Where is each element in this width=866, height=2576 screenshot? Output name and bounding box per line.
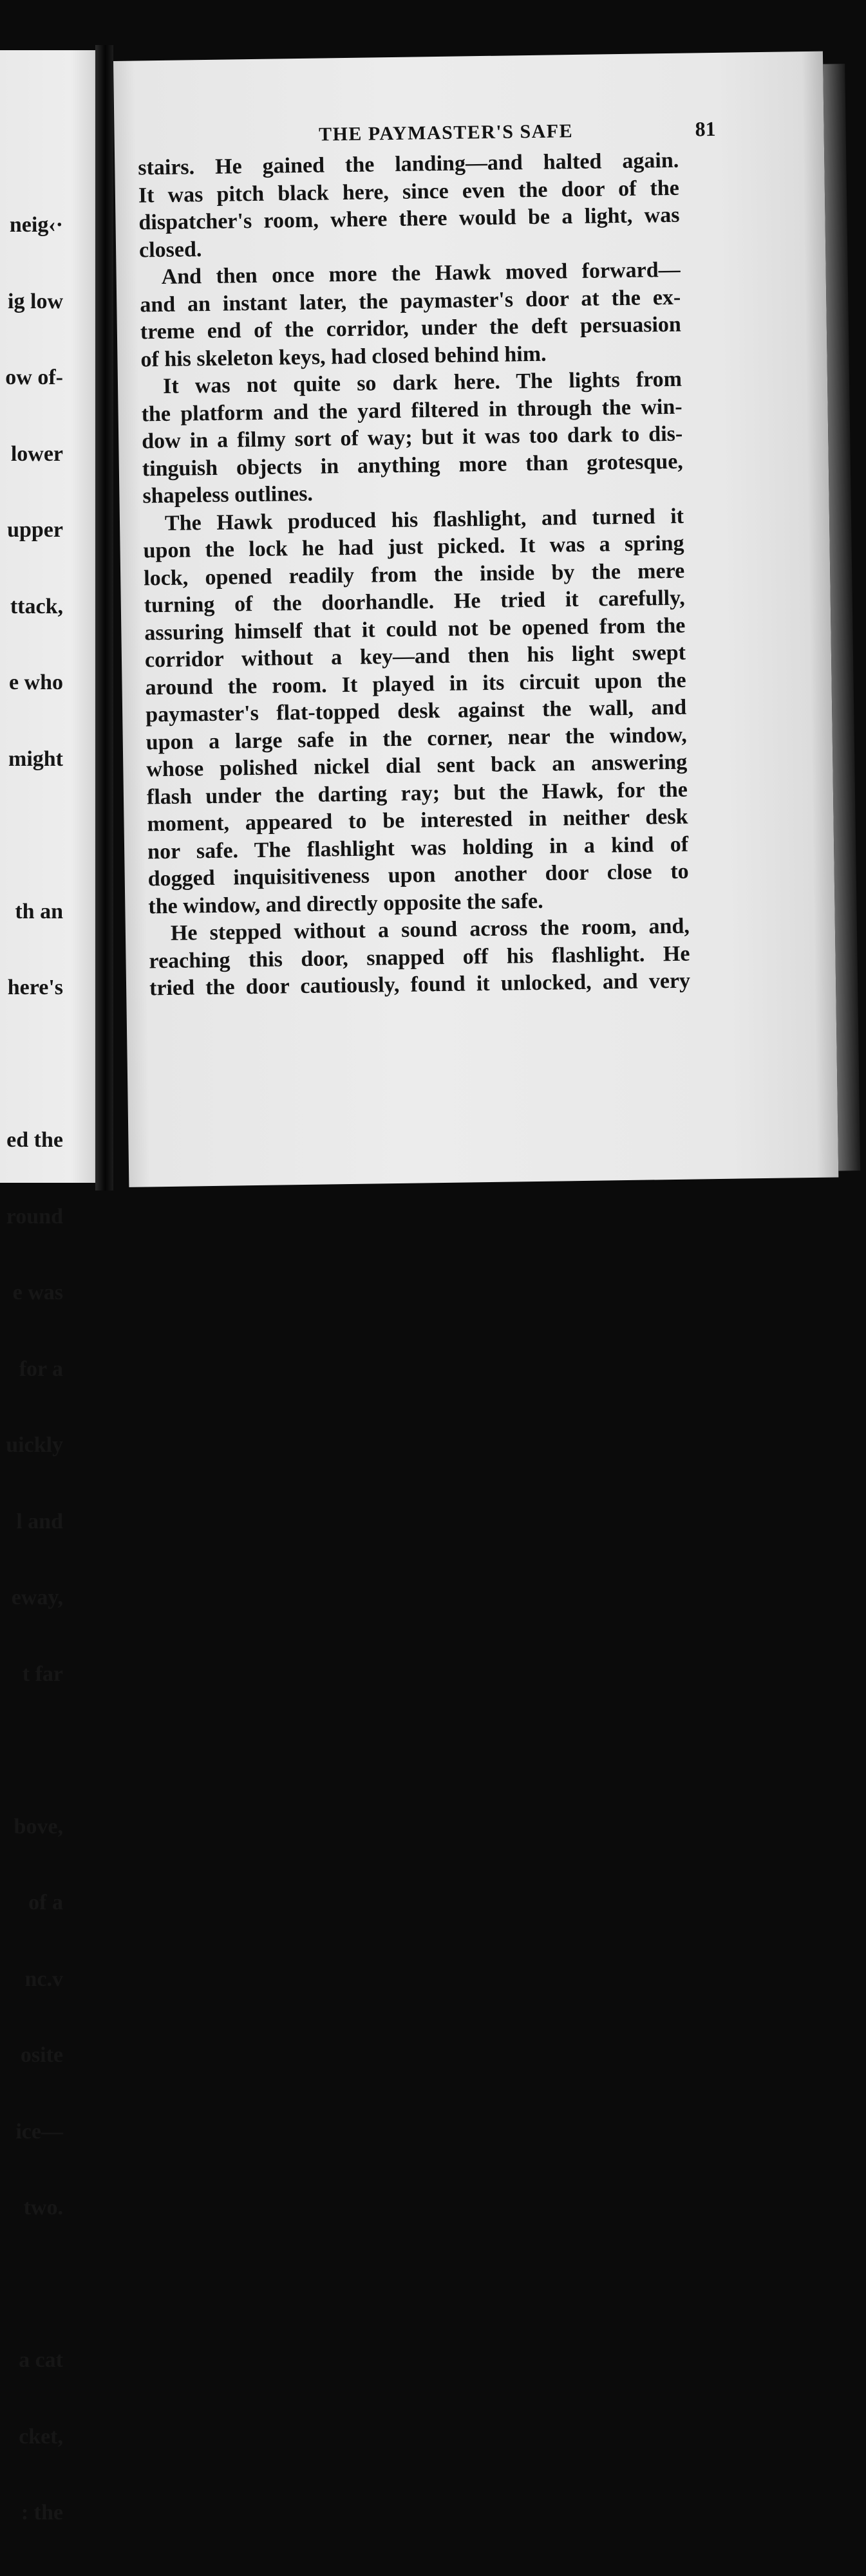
text-line: closed. [138,237,202,262]
page-number: 81 [695,116,716,141]
text-line: moment, appeared to be interested in neither desk [147,804,688,837]
left-line: e was [12,1281,63,1304]
left-line: lower [10,441,63,466]
left-line: l and [16,1509,63,1534]
text-line: It was pitch black here, since even the door of the [138,176,680,207]
left-line: osite [20,2043,63,2067]
left-line: cket, [19,2424,63,2449]
text-line: upon the lock he had just picked. It was a spring [143,531,684,563]
left-line [5,2271,63,2299]
text-line: turning of the doorhandle. He tried it carefully, [144,586,685,618]
text-line: flash under the darting ray; but the Hawk, for the [146,777,688,809]
left-line: here's [7,976,63,999]
left-line: ig low [8,289,63,313]
left-line: nc.v [24,1967,63,1991]
left-line: for a [19,1357,63,1381]
left-line: round [6,1204,63,1228]
left-line: eway, [11,1586,63,1609]
left-line [5,1737,63,1765]
text-line: around the room. It played in its circuit upon the [145,668,686,700]
left-line: uickly [6,1433,63,1457]
page-edge-shadow [823,64,860,1171]
text-line: whose polished nickel dial sent back an answering [146,750,688,782]
left-line [5,822,63,849]
text-line: nor safe. The flashlight was holding in a kind of [147,832,689,864]
left-line [5,1051,63,1079]
left-line: neig‹· [9,213,63,237]
text-line: And then once more the Hawk moved forward— [161,257,681,289]
text-line: He stepped without a sound across the room, and, [170,914,690,945]
text-line: treme end of the corridor, under the deft persuasion [140,312,682,344]
text-line: tried the door cautiously, found it unlocked, and very [149,968,691,1001]
text-line: paymaster's flat-topped desk against the wall, and [145,695,687,727]
page-body-text [138,147,690,1003]
left-line: two. [23,2196,63,2219]
text-line: stairs. He gained the landing—and halted again. [138,148,679,180]
left-line: upper [7,518,63,542]
left-line: of a [28,1891,63,1914]
text-line: dogged inquisitiveness upon another door close to [147,859,689,891]
left-line: ow of- [5,366,63,389]
running-head: THE PAYMASTER'S SAFE [318,120,574,145]
text-line: tinguish objects in anything more than grotesque, [142,449,684,481]
left-line: might [8,746,63,771]
left-line: th an [15,899,63,923]
left-line: a cat [19,2348,63,2372]
text-line: the platform and the yard filtered in through the win- [141,394,682,426]
text-line: The Hawk produced his flashlight, and turned it [164,504,684,535]
previous-page-text [5,163,63,2576]
previous-page-fragment [0,50,102,2525]
text-line: and an instant later, the paymaster's door at the ex- [140,285,681,317]
text-line: of his skeleton keys, had closed behind him. [140,342,547,371]
left-line: : the [21,2501,63,2525]
left-line: t far [22,1662,63,1686]
text-line: assuring himself that it could not be opened from the [144,613,686,645]
text-line: It was not quite so dark here. The lights from [162,367,682,398]
text-line: shapeless outlines. [142,481,314,508]
text-line: lock, opened readily from the inside by the mere [143,559,685,590]
text-line: dispatcher's room, where there would be a light, was [138,203,680,235]
left-line: ttack, [10,594,63,618]
left-line: ed the [6,1128,63,1152]
book-gutter [95,45,113,1191]
left-line: bove, [14,1814,63,1839]
text-line: dow in a filmy sort of way; but it was too dark to dis- [141,422,683,454]
text-line: corridor without a key—and then his light swept [144,640,686,672]
book-page [113,51,838,1187]
left-line: ice— [15,2119,63,2144]
text-line: the window, and directly opposite the safe. [148,889,543,918]
text-line: reaching this door, snapped off his flashlight. He [149,941,690,973]
left-line: e who [8,671,63,694]
text-line: upon a large safe in the corner, near the window, [146,723,687,754]
